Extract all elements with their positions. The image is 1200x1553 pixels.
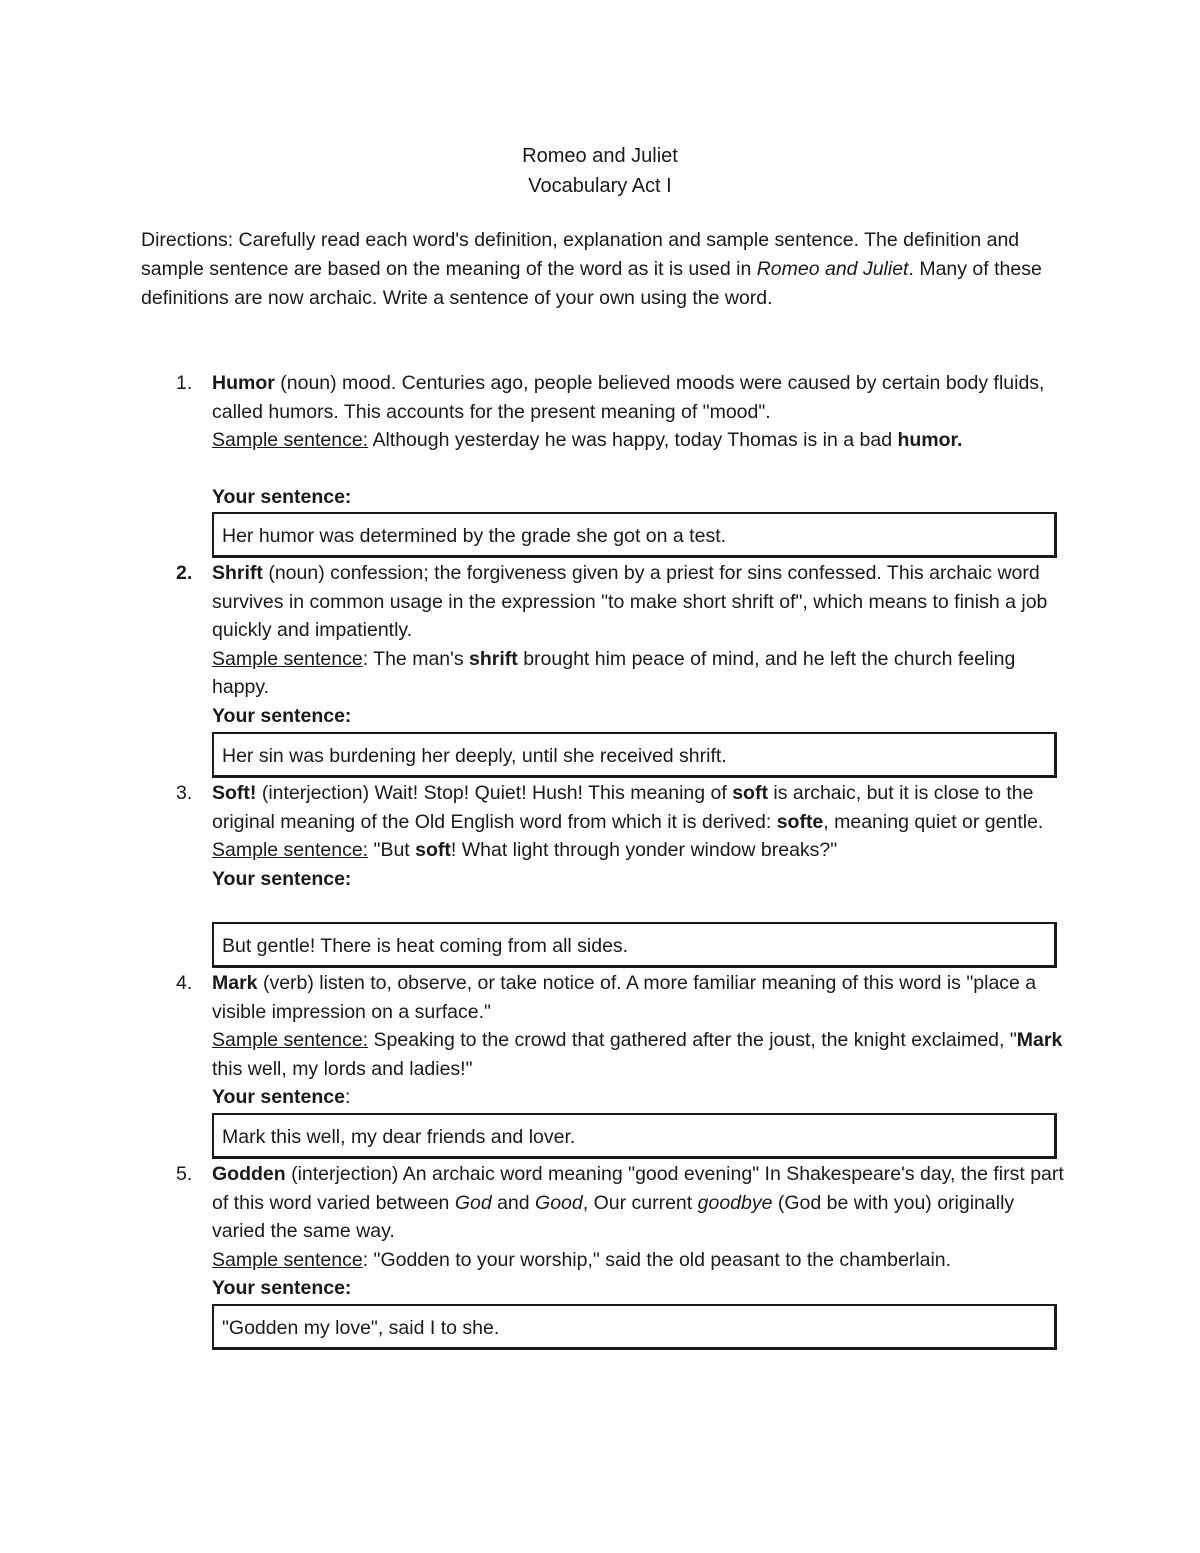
definition: (verb) listen to, observe, or take notice of. A more familiar meaning of this word is "place a visible impression on a surface." (212, 972, 1037, 1023)
definition-bold-word-2: softe (776, 810, 824, 833)
title-block (0, 141, 1200, 201)
item-number: 4. (176, 972, 193, 994)
directions-text-1: Carefully read each word's definition, explanation and sample sentence. The definition and sample sentence are based on the meaning of the word as it is used in (141, 229, 1020, 280)
answer-box-2[interactable]: Her sin was burdening her deeply, until she received shrift. (212, 732, 1057, 778)
definition-italic-god: God (454, 1191, 492, 1214)
sample-label: Sample sentence (212, 647, 363, 670)
item-number: 1. (176, 372, 193, 394)
vocab-word: Soft! (212, 782, 257, 804)
definition-and: and (491, 1191, 536, 1214)
item-body: Godden (interjection) An archaic word meaning "good evening" In Shakespeare's day, the first part of this word varied between God and Good, Our current goodbye (God be with you) originally varied the same way. Sample sentence: "Godden to your worship," said the old peasant to the chamberlain. Your sentence: (212, 1163, 1064, 1300)
directions-label: Directions: (141, 229, 234, 251)
answer-box-4[interactable]: Mark this well, my dear friends and lover. (212, 1113, 1057, 1159)
definition: (interjection) An archaic word meaning "good evening" In Shakespeare's day, the first part of this word varied between (212, 1163, 1064, 1214)
your-sentence-label: Your sentence (212, 1086, 345, 1109)
sample-label: Sample sentence (212, 1248, 363, 1271)
sample-text: "But (368, 839, 416, 862)
item-number: 2. (176, 562, 193, 584)
your-sentence-label: Your sentence: (212, 1277, 352, 1300)
definition-cont: is archaic, but it is close to the original meaning of the Old English word from which it is derived: (212, 782, 1034, 833)
page-title: Romeo and Juliet (522, 145, 678, 167)
answer-box-1[interactable]: Her humor was determined by the grade she got on a test. (212, 512, 1057, 558)
directions-text-2: . Many of these definitions are now archaic. Write a sentence of your own using the word. (141, 257, 1042, 309)
item-body: Shrift (noun) confession; the forgiveness given by a priest for sins confessed. This archaic word survives in common usage in the expression "to make short shrift of", which means to finish a job quickly and impatiently. Sample sentence: The man's shrift brought him peace of mind, and he left the church feeling happy. Your sentence: (212, 562, 1048, 727)
definition-end: (God be with you) originally varied the same way. (212, 1191, 1015, 1243)
item-body (212, 779, 1067, 893)
sample-text-end: brought him peace of mind, and he left the church feeling happy. (212, 647, 1016, 699)
definition-cont: , Our current (582, 1191, 698, 1214)
sample-text: "Godden to your worship," said the old peasant to the chamberlain. (368, 1248, 952, 1271)
vocab-word: Humor (212, 372, 275, 394)
vocab-word: Shrift (212, 562, 263, 584)
sample-label: Sample sentence: (212, 1029, 369, 1052)
definition-italic-goodbye: goodbye (697, 1191, 773, 1214)
directions-paragraph (141, 226, 1061, 312)
your-sentence-label: Your sentence: (212, 704, 352, 727)
sample-vocab-word: Mark (1016, 1029, 1063, 1052)
definition: (noun) confession; the forgiveness given by a priest for sins confessed. This archaic word survives in common usage in the expression "to make short shrift of", which means to finish a job quickly and impatiently. (212, 562, 1048, 642)
sample-vocab-word: shrift (469, 647, 518, 670)
definition: (noun) mood. Centuries ago, people believed moods were caused by certain body fluids, called humors. This accounts for the present meaning of "mood". (212, 372, 1045, 423)
directions-work-title: Romeo and Juliet (756, 257, 909, 280)
definition: (interjection) Wait! Stop! Quiet! Hush! This meaning of (256, 782, 733, 804)
answer-box-5[interactable]: "Godden my love", said I to she. (212, 1304, 1057, 1350)
sample-vocab-word: humor. (897, 429, 963, 452)
answer-box-3[interactable]: But gentle! There is heat coming from all sides. (212, 922, 1057, 968)
sample-text-end: ! What light through yonder window breaks?" (450, 839, 838, 862)
page-subtitle: Vocabulary Act I (528, 175, 672, 197)
item-body (212, 369, 1067, 512)
vocab-word: Godden (212, 1163, 286, 1185)
sample-text-end: this well, my lords and ladies!" (212, 1057, 473, 1080)
definition-bold-word: soft (732, 782, 768, 804)
sample-text: The man's (368, 647, 470, 670)
definition-italic-good: Good (535, 1191, 583, 1214)
vocab-word: Mark (212, 972, 258, 994)
sample-label: Sample sentence: (212, 839, 369, 862)
sample-text: Speaking to the crowd that gathered after the joust, the knight exclaimed, " (368, 1029, 1017, 1052)
sample-vocab-word: soft (415, 839, 451, 862)
your-sentence-label: Your sentence: (212, 486, 352, 509)
item-number: 3. (176, 782, 193, 804)
item-body: Mark (verb) listen to, observe, or take notice of. A more familiar meaning of this word is "place a visible impression on a surface." Sample sentence: Speaking to the crowd that gathered after the joust, the knight exclaimed, "Mark this well, my lords and ladies!" Your sentence: (212, 972, 1063, 1109)
sample-label: Sample sentence: (212, 429, 369, 452)
item-number: 5. (176, 1163, 193, 1185)
sample-text: Although yesterday he was happy, today Thomas is in a bad (368, 429, 898, 452)
your-sentence-label: Your sentence: (212, 867, 352, 890)
definition-end: , meaning quiet or gentle. (823, 810, 1044, 833)
